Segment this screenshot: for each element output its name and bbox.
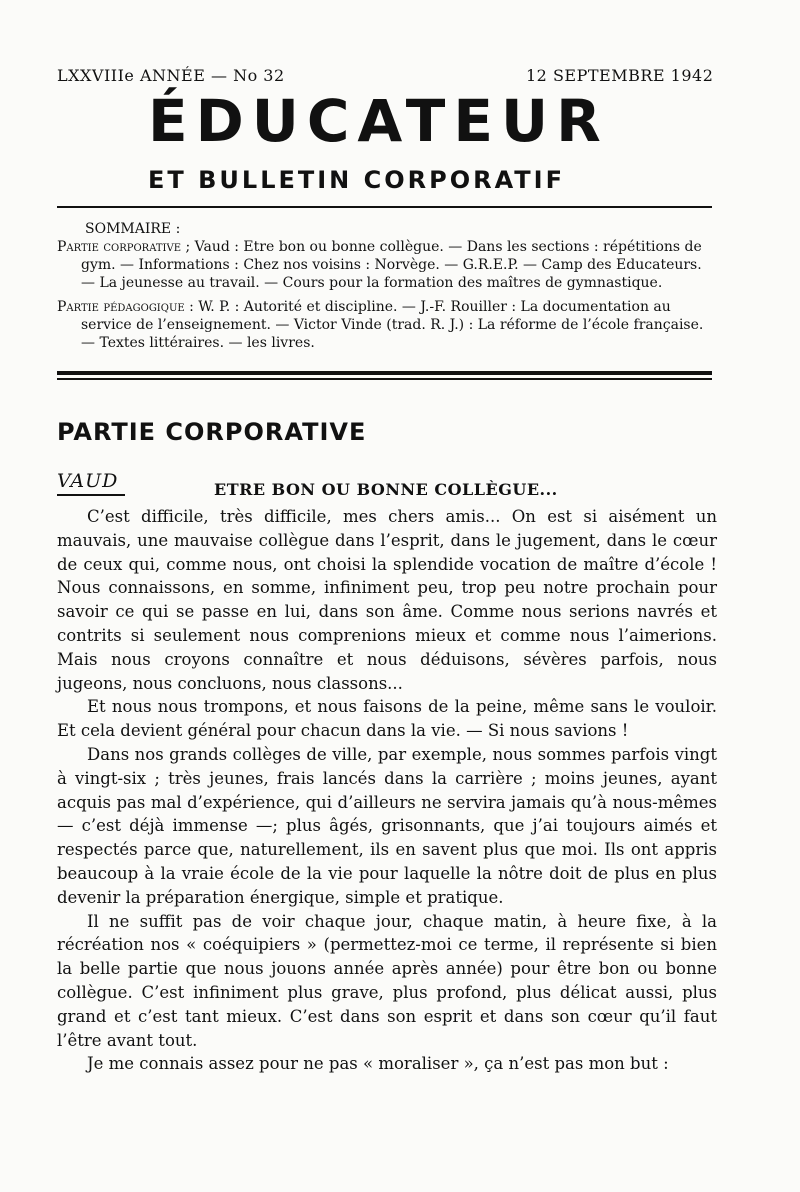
issue-date: 12 SEPTEMBRE 1942 xyxy=(526,66,714,85)
article-paragraph: Il ne suffit pas de voir chaque jour, chaque matin, à heure fixe, à la récréation nos « coéquipiers » (permettez-moi ce terme, il représente si bien la belle partie que nous jouons année après année) pour être bon ou bonne collègue. C’est infiniment plus grave, plus profond, plus délicat aussi, plus grand et c’est tant mieux. C’est dans son esprit et dans son cœur qu’il faut l’être avant tout. xyxy=(57,911,717,1050)
canton-label: VAUD xyxy=(57,470,119,492)
section-title: PARTIE CORPORATIVE xyxy=(57,418,367,446)
article-paragraph: C’est difficile, très difficile, mes chers amis... On est si aisément un mauvais, une mauvaise collègue dans l’esprit, dans le jugement, dans le cœur de ceux qui, comme nous, ont choisi la splendide vocation de maître d’école ! Nous connaissons, en somme, infiniment peu, trop peu notre prochain pour savoir ce qui se passe en lui, dans son âme. Comme nous serions navrés et contrits si seulement nous comprenions mieux et comme nous l’aimerions. Mais nous croyons connaître et nous déduisons, sévères parfois, nous jugeons, nous concluons, nous classons... xyxy=(57,507,717,693)
header-rule xyxy=(57,206,712,208)
sommaire xyxy=(57,220,712,358)
journal-title: ÉDUCATEUR xyxy=(148,87,609,155)
summary-rule-top xyxy=(57,371,712,375)
article-paragraph: Dans nos grands collèges de ville, par exemple, nous sommes parfois vingt à vingt-six ; très jeunes, frais lancés dans la carrière ; moins jeunes, ayant acquis pas mal d’expérience, qui d’ailleurs ne servira jamais qu’à nous-mêmes — c’est déjà immense —; plus âgés, grisonnants, que j’ai toujours aimés et respectés parce que, naturellement, ils en savent plus que moi. Ils ont appris beaucoup à la vraie école de la vie pour laquelle la nôtre doit de plus en plus devenir la préparation énergique, simple et pratique. xyxy=(57,744,717,907)
sommaire-text: : W. P. : Autorité et discipline. — J.-F. Rouiller : La documentation au service de l’enseignement. — Victor Vinde (trad. R. J.) : La réforme de l’école française. — Textes littéraires. — les livres. xyxy=(81,299,704,351)
issue-number: LXXVIIIe ANNÉE — No 32 xyxy=(57,66,285,85)
article-paragraph: Et nous nous trompons, et nous faisons de la peine, même sans le vouloir. Et cela devient général pour chacun dans la vie. — Si nous savions ! xyxy=(57,697,717,741)
article-body xyxy=(57,505,717,1076)
sommaire-section: Partie pédagogique xyxy=(57,299,185,315)
sommaire-section: Partie corporative xyxy=(57,239,182,255)
canton-underline xyxy=(57,494,125,496)
sommaire-label: SOMMAIRE : xyxy=(85,221,181,237)
sommaire-entry xyxy=(57,238,712,292)
article-title: ETRE BON OU BONNE COLLÈGUE... xyxy=(214,480,558,499)
article-paragraph: Je me connais assez pour ne pas « moraliser », ça n’est pas mon but : xyxy=(87,1054,669,1074)
summary-rule-bottom xyxy=(57,378,712,380)
sommaire-entry xyxy=(57,298,712,352)
sommaire-text: ; Vaud : Etre bon ou bonne collègue. — Dans les sections : répétitions de gym. — Informations : Chez nos voisins : Norvège. — G.R.E.P. — Camp des Educateurs. — La jeunesse au travail. — Cours pour la formation des maîtres de gymnastique. xyxy=(81,239,702,291)
journal-subtitle: ET BULLETIN CORPORATIF xyxy=(148,166,565,194)
